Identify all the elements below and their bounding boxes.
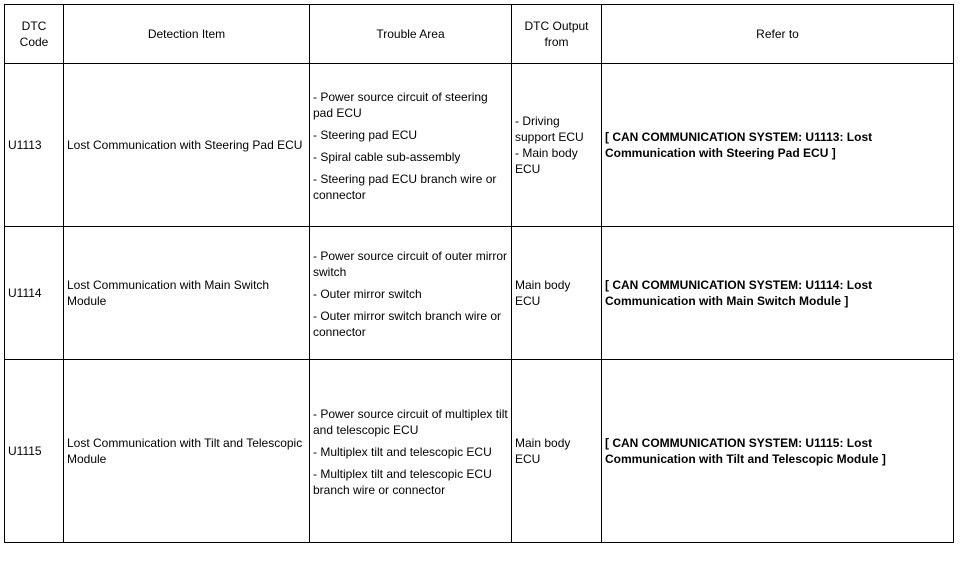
table-row xyxy=(5,227,954,360)
trouble-area-item: - Steering pad ECU branch wire or connector xyxy=(313,172,497,202)
dtc-output-from: Main body ECU xyxy=(512,227,602,360)
detection-item: Lost Communication with Steering Pad ECU xyxy=(64,64,310,227)
refer-to-cell xyxy=(602,64,954,227)
dtc-output-from: Main body ECU xyxy=(512,360,602,543)
trouble-area-item: - Power source circuit of steering pad ECU xyxy=(313,90,488,120)
trouble-area-item: - Outer mirror switch xyxy=(313,287,422,301)
trouble-area xyxy=(310,64,512,227)
header-detection-item: Detection Item xyxy=(64,5,310,64)
table-row xyxy=(5,64,954,227)
refer-to-link[interactable]: [ CAN COMMUNICATION SYSTEM: U1114: Lost Communication with Main Switch Module ] xyxy=(605,278,873,308)
dtc-code: U1113 xyxy=(5,64,64,227)
dtc-code: U1114 xyxy=(5,227,64,360)
header-dtc-output: DTC Output from xyxy=(512,5,602,64)
header-refer-to: Refer to xyxy=(602,5,954,64)
trouble-area xyxy=(310,360,512,543)
table-header-row xyxy=(5,5,954,64)
trouble-area-item: - Power source circuit of outer mirror switch xyxy=(313,249,508,279)
trouble-area xyxy=(310,227,512,360)
trouble-area-item: - Outer mirror switch branch wire or connector xyxy=(313,309,502,339)
table-row xyxy=(5,360,954,543)
dtc-code: U1115 xyxy=(5,360,64,543)
detection-item: Lost Communication with Main Switch Module xyxy=(64,227,310,360)
trouble-area-item: - Power source circuit of multiplex tilt and telescopic ECU xyxy=(313,407,508,437)
trouble-area-item: - Spiral cable sub-assembly xyxy=(313,150,461,164)
dtc-table xyxy=(4,4,954,543)
refer-to-link[interactable]: [ CAN COMMUNICATION SYSTEM: U1113: Lost Communication with Steering Pad ECU ] xyxy=(605,130,873,160)
refer-to-cell xyxy=(602,360,954,543)
refer-to-link[interactable]: [ CAN COMMUNICATION SYSTEM: U1115: Lost Communication with Tilt and Telescopic Module ] xyxy=(605,436,886,466)
header-trouble-area: Trouble Area xyxy=(310,5,512,64)
trouble-area-item: - Steering pad ECU xyxy=(313,128,418,142)
trouble-area-item: - Multiplex tilt and telescopic ECU branch wire or connector xyxy=(313,467,492,497)
header-dtc-code: DTC Code xyxy=(5,5,64,64)
refer-to-cell xyxy=(602,227,954,360)
dtc-output-from: - Driving support ECU - Main body ECU xyxy=(512,64,602,227)
trouble-area-item: - Multiplex tilt and telescopic ECU xyxy=(313,445,492,459)
detection-item: Lost Communication with Tilt and Telescopic Module xyxy=(64,360,310,543)
